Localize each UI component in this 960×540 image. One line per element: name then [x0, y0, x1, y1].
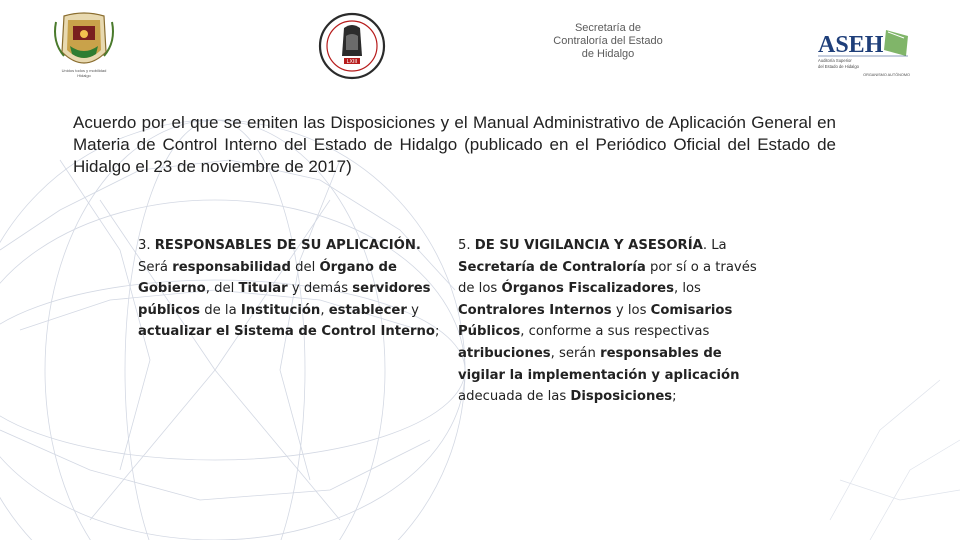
secretaria-logo-line3: de Hidalgo [581, 48, 635, 60]
seal-number-text: LXIII [346, 59, 358, 65]
section-responsables: 3. RESPONSABLES DE SU APLICACIÓN. Será responsabilidad del Órgano de Gobierno, del Titular y demás servidores públicos de la Institución, establecer y actualizar el Sistema de Control Interno; [138, 238, 440, 340]
svg-text:ORGANISMO AUTÓNOMO: ORGANISMO AUTÓNOMO [863, 73, 910, 77]
section-heading: RESPONSABLES DE SU APLICACIÓN. [154, 238, 421, 253]
section-vigilancia: 5. DE SU VIGILANCIA Y ASESORÍA. La Secretaría de Contraloría por sí o a través de los Órganos Fiscalizadores, los Contralores Internos y los Comisarios Públicos, conforme a sus respectivas atribuciones, serán responsables de vigilar la implementación y aplicación adecuada de las Disposiciones; [458, 238, 757, 405]
section-heading: DE SU VIGILANCIA Y ASESORÍA [474, 238, 703, 253]
aseh-logo-name: ASEH [818, 32, 884, 58]
svg-text:del Estado de Hidalgo: del Estado de Hidalgo [818, 64, 859, 69]
secretaria-logo-line1: Secretaría de [574, 22, 642, 34]
legislature-seal-logo [316, 12, 388, 80]
hidalgo-logo-caption: Unidos todos y mobilidad Hidalgo [61, 68, 107, 78]
secretaria-logo-line2: Contraloría del Estado [553, 35, 663, 47]
svg-text:Auditoría Superior: Auditoría Superior [818, 58, 852, 63]
agreement-title: Acuerdo por el que se emiten las Disposiciones y el Manual Administrativo de Aplicación General en Materia de Control Interno del Estado de Hidalgo (publicado en el Periódico Oficial del Estado de Hidalgo el 23 de noviembre de 2017) [73, 113, 836, 176]
secretaria-contraloria-logo [548, 22, 668, 61]
aseh-logo [814, 22, 914, 80]
